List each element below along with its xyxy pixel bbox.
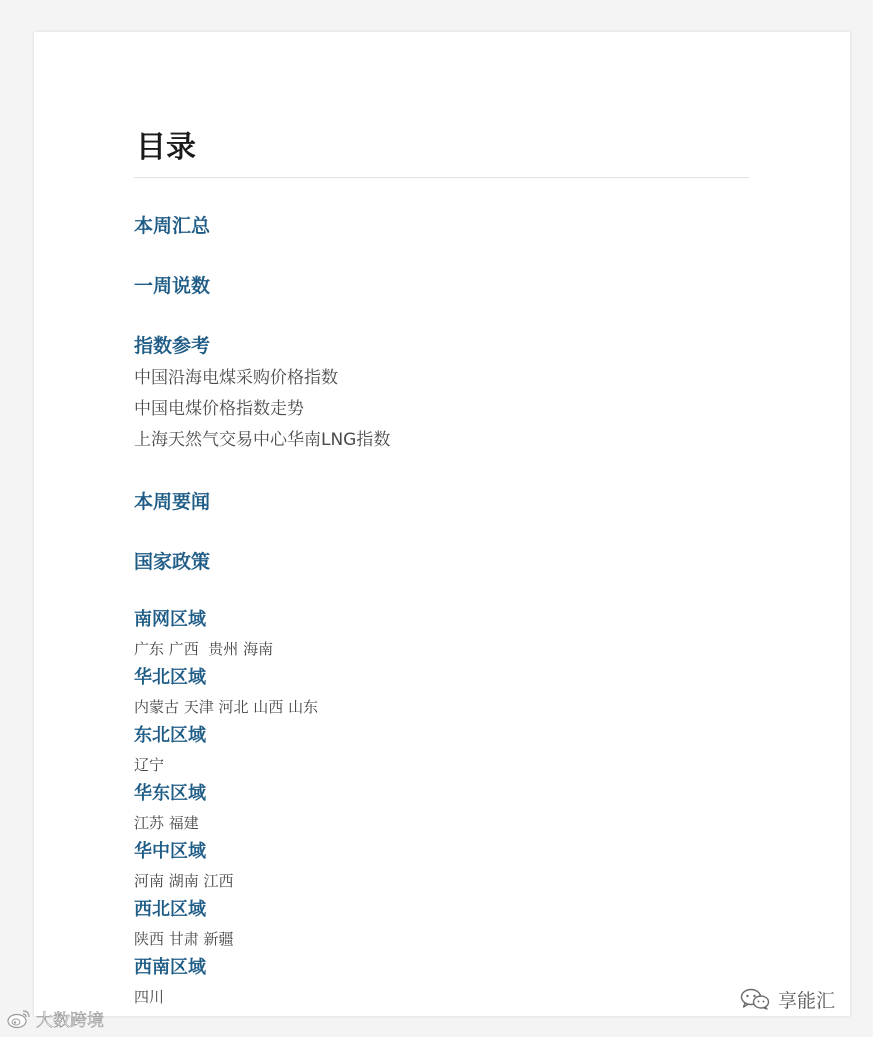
toc-title: 目录 (136, 130, 196, 165)
region-heading-north-china[interactable]: 华北区域 (134, 667, 206, 688)
region-provinces: 四川 (134, 988, 165, 1006)
toc-content (134, 128, 749, 1008)
toc-section-weekly-news[interactable]: 本周要闻 (134, 491, 211, 513)
toc-section-national-policy[interactable]: 国家政策 (134, 551, 211, 573)
region-block (134, 666, 749, 718)
toc-section-index-reference[interactable]: 指数参考 (134, 335, 211, 357)
index-reference-list (134, 363, 749, 456)
brand-signature (740, 985, 835, 1013)
toc-item-coastal-coal-index[interactable]: 中国沿海电煤采购价格指数 (134, 368, 338, 388)
region-block (134, 782, 749, 834)
region-heading-southwest[interactable]: 西南区域 (134, 957, 206, 978)
region-provinces: 江苏 福建 (134, 814, 199, 832)
region-provinces: 陕西 甘肃 新疆 (134, 930, 234, 948)
region-block (134, 724, 749, 776)
region-heading-south-grid[interactable]: 南网区域 (134, 609, 206, 630)
region-provinces: 河南 湖南 江西 (134, 872, 234, 890)
watermark (6, 1006, 104, 1031)
watermark-text: 大数跨境 (36, 1011, 104, 1031)
toc-section-weekly-summary[interactable]: 本周汇总 (134, 215, 211, 237)
brand-name: 享能汇 (778, 989, 836, 1012)
region-block (134, 840, 749, 892)
region-block (134, 608, 749, 660)
region-block (134, 898, 749, 950)
region-list (134, 608, 749, 1008)
wechat-icon (740, 988, 770, 1010)
toc-item-coal-price-trend[interactable]: 中国电煤价格指数走势 (134, 399, 304, 419)
region-heading-northwest[interactable]: 西北区域 (134, 899, 206, 920)
toc-item-lng-index[interactable]: 上海天然气交易中心华南LNG指数 (134, 430, 391, 450)
region-provinces: 广东 广西 贵州 海南 (134, 640, 274, 658)
title-divider (134, 177, 749, 178)
region-heading-central-china[interactable]: 华中区域 (134, 841, 206, 862)
toc-section-weekly-numbers[interactable]: 一周说数 (134, 275, 211, 297)
region-heading-northeast[interactable]: 东北区域 (134, 725, 206, 746)
document-card (34, 32, 850, 1016)
region-provinces: 辽宁 (134, 756, 165, 774)
region-provinces: 内蒙古 天津 河北 山西 山东 (134, 698, 319, 716)
weibo-icon (6, 1008, 32, 1030)
region-heading-east-china[interactable]: 华东区域 (134, 783, 206, 804)
region-block (134, 956, 749, 1008)
